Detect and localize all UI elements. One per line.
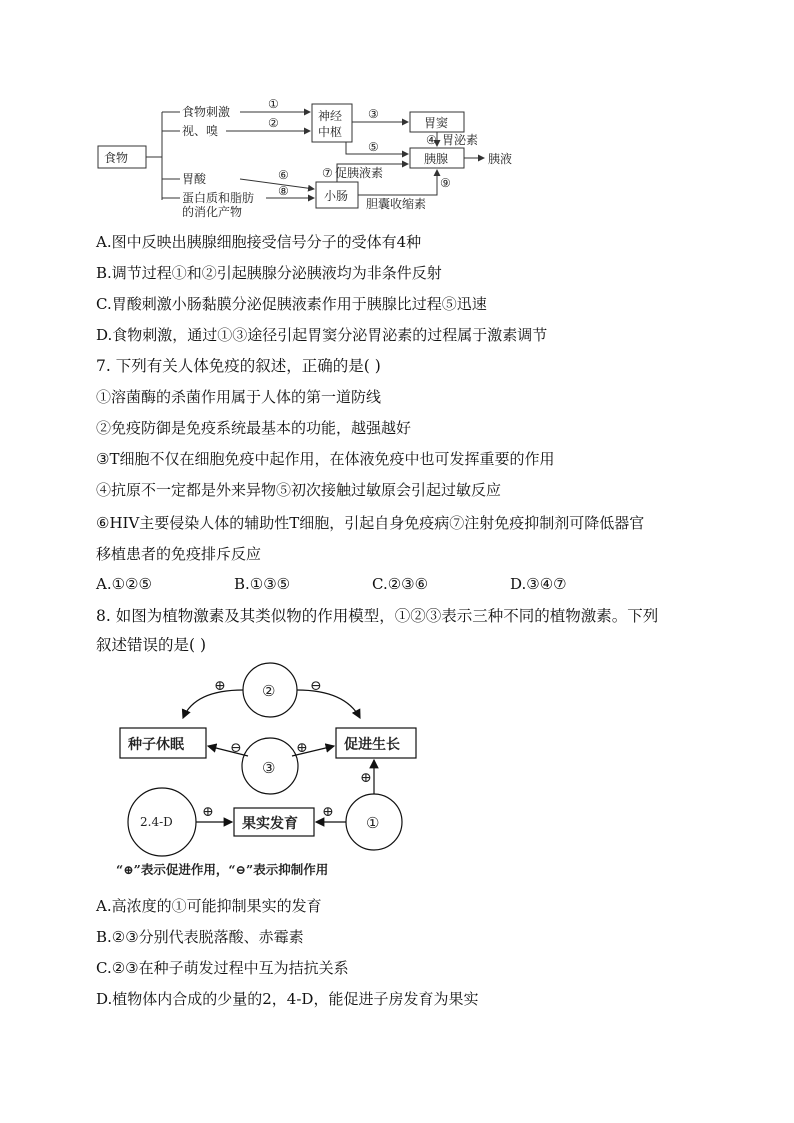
cck-label: 胆囊收缩素 bbox=[366, 197, 427, 211]
q7-item-6: 移植患者的免疫排斥反应 bbox=[96, 545, 262, 563]
plus-sign-24d-fruit: ⊕ bbox=[202, 804, 214, 820]
hormone-2-label: ② bbox=[262, 682, 276, 700]
gastrin-label: 胃泌素 bbox=[442, 133, 479, 147]
marker-3: ③ bbox=[368, 107, 379, 121]
marker-5: ⑤ bbox=[368, 140, 379, 154]
q8-stem-line-1: 8. 如图为植物激素及其类似物的作用模型，①②③表示三种不同的植物激素。下列 bbox=[96, 607, 659, 625]
q8-stem-line-2: 叙述错误的是( ) bbox=[96, 636, 207, 654]
plus-sign-1-fruit: ⊕ bbox=[322, 804, 334, 820]
stomach-acid-label: 胃酸 bbox=[182, 172, 207, 186]
diagram-legend: “⊕”表示促进作用，“⊖”表示抑制作用 bbox=[116, 862, 329, 877]
marker-7: ⑦ bbox=[322, 166, 333, 180]
pancreatic-juice-label: 胰液 bbox=[488, 152, 513, 166]
q7-item-4: ④抗原不一定都是外来异物⑤初次接触过敏原会引起过敏反应 bbox=[96, 481, 502, 499]
marker-6: ⑥ bbox=[278, 168, 289, 182]
marker-4: ④ bbox=[426, 133, 437, 147]
plus-sign-3-growth: ⊕ bbox=[296, 740, 308, 756]
seed-dormancy-label: 种子休眠 bbox=[128, 737, 184, 753]
q7-option-b: B.①③⑤ bbox=[234, 575, 291, 593]
hormone-3-label: ③ bbox=[262, 759, 276, 777]
q7-item-1: ①溶菌酶的杀菌作用属于人体的第一道防线 bbox=[96, 388, 382, 406]
digest-products-label: 的消化产物 bbox=[182, 205, 243, 219]
pancreas-label: 胰腺 bbox=[424, 152, 449, 166]
q6-option-c: C.胃酸刺激小肠黏膜分泌促胰液素作用于胰腺比过程⑤迅速 bbox=[96, 295, 487, 313]
q6-option-b: B.调节过程①和②引起胰腺分泌胰液均为非条件反射 bbox=[96, 264, 442, 282]
q7-option-c: C.②③⑥ bbox=[372, 575, 429, 593]
q7-item-2: ②免疫防御是免疫系统最基本的功能，越强越好 bbox=[96, 419, 412, 437]
nerve-center-label-2: 中枢 bbox=[318, 125, 343, 139]
q7-option-a: A.①②⑤ bbox=[96, 575, 152, 593]
marker-8: ⑧ bbox=[278, 184, 289, 198]
minus-sign-3-dormancy: ⊖ bbox=[230, 740, 242, 756]
small-intestine-label: 小肠 bbox=[324, 189, 349, 203]
q7-item-5: ⑥HIV主要侵染人体的辅助性T细胞，引起自身免疫病⑦注射免疫抑制剂可降低器官 bbox=[96, 514, 645, 532]
protein-fat-label: 蛋白质和脂肪 bbox=[182, 191, 255, 205]
q8-option-c: C.②③在种子萌发过程中互为拮抗关系 bbox=[96, 959, 349, 977]
gastric-sinus-label: 胃窦 bbox=[424, 116, 449, 130]
q6-option-a: A.图中反映出胰腺细胞接受信号分子的受体有4种 bbox=[96, 233, 422, 251]
plant-hormone-diagram bbox=[110, 660, 430, 882]
sight-smell-label: 视、嗅 bbox=[182, 124, 219, 138]
nerve-center-label-1: 神经 bbox=[318, 109, 343, 123]
q7-stem: 7. 下列有关人体免疫的叙述，正确的是( ) bbox=[96, 357, 381, 375]
plus-sign-2-dormancy: ⊕ bbox=[214, 678, 226, 694]
24d-label: 2.4-D bbox=[140, 815, 173, 829]
marker-2: ② bbox=[268, 116, 279, 130]
q8-option-d: D.植物体内合成的少量的2，4-D，能促进子房发育为果实 bbox=[96, 990, 479, 1008]
food-stimulus-label: 食物刺激 bbox=[182, 105, 231, 119]
plus-sign-1-growth: ⊕ bbox=[360, 770, 372, 786]
q7-option-d: D.③④⑦ bbox=[510, 575, 567, 593]
fruit-development-label: 果实发育 bbox=[242, 816, 298, 832]
promote-growth-label: 促进生长 bbox=[344, 737, 400, 753]
marker-1: ① bbox=[268, 97, 279, 111]
hormone-1-label: ① bbox=[366, 814, 380, 832]
food-label: 食物 bbox=[104, 151, 129, 165]
q6-option-d: D.食物刺激，通过①③途径引起胃窦分泌胃泌素的过程属于激素调节 bbox=[96, 326, 548, 344]
q8-option-b: B.②③分别代表脱落酸、赤霉素 bbox=[96, 928, 304, 946]
q7-item-3: ③T细胞不仅在细胞免疫中起作用，在体液免疫中也可发挥重要的作用 bbox=[96, 450, 555, 468]
minus-sign-2-growth: ⊖ bbox=[310, 678, 322, 694]
secretin-label: 促胰液素 bbox=[335, 166, 384, 180]
pancreas-regulation-diagram bbox=[90, 92, 530, 222]
marker-9: ⑨ bbox=[440, 176, 451, 190]
q8-option-a: A.高浓度的①可能抑制果实的发育 bbox=[96, 897, 322, 915]
